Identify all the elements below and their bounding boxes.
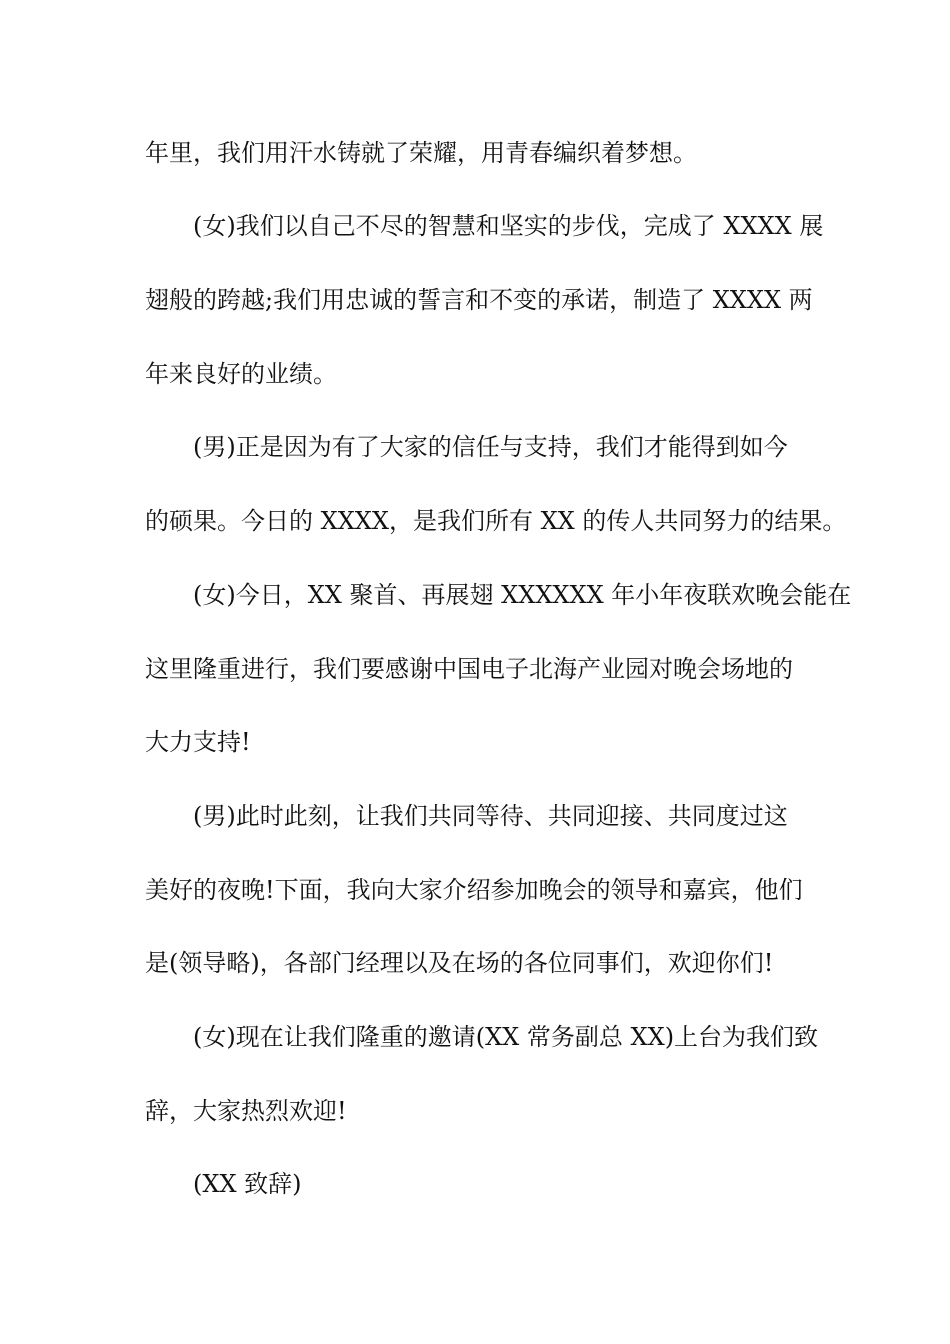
paragraph-line: 辞，大家热烈欢迎! <box>145 1097 347 1125</box>
paragraph-line: (XX 致辞) <box>193 1170 302 1198</box>
paragraph-line: 这里隆重进行，我们要感谢中国电子北海产业园对晚会场地的 <box>145 655 793 683</box>
paragraph-line: 年来良好的业绩。 <box>145 360 337 388</box>
paragraph-line: 大力支持! <box>145 728 251 756</box>
paragraph-line: (女)我们以自己不尽的智慧和坚实的步伐，完成了 XXXX 展 <box>193 212 824 240</box>
paragraph-line: 翅般的跨越;我们用忠诚的誓言和不变的承诺，制造了 XXXX 两 <box>145 286 813 314</box>
paragraph-line: (女)现在让我们隆重的邀请(XX 常务副总 XX)上台为我们致 <box>193 1023 819 1051</box>
paragraph-line: 美好的夜晚!下面，我向大家介绍参加晚会的领导和嘉宾，他们 <box>145 876 803 904</box>
paragraph-line: 的硕果。今日的 XXXX，是我们所有 XX 的传人共同努力的结果。 <box>145 507 847 535</box>
paragraph-line: (男)正是因为有了大家的信任与支持，我们才能得到如今 <box>193 433 788 461</box>
paragraph-line: 是(领导略)，各部门经理以及在场的各位同事们，欢迎你们! <box>145 949 774 977</box>
paragraph-line: (女)今日，XX 聚首、再展翅 XXXXXX 年小年夜联欢晚会能在 <box>193 581 852 609</box>
paragraph-line: 年里，我们用汗水铸就了荣耀，用青春编织着梦想。 <box>145 139 697 167</box>
paragraph-line: (男)此时此刻，让我们共同等待、共同迎接、共同度过这 <box>193 802 788 830</box>
